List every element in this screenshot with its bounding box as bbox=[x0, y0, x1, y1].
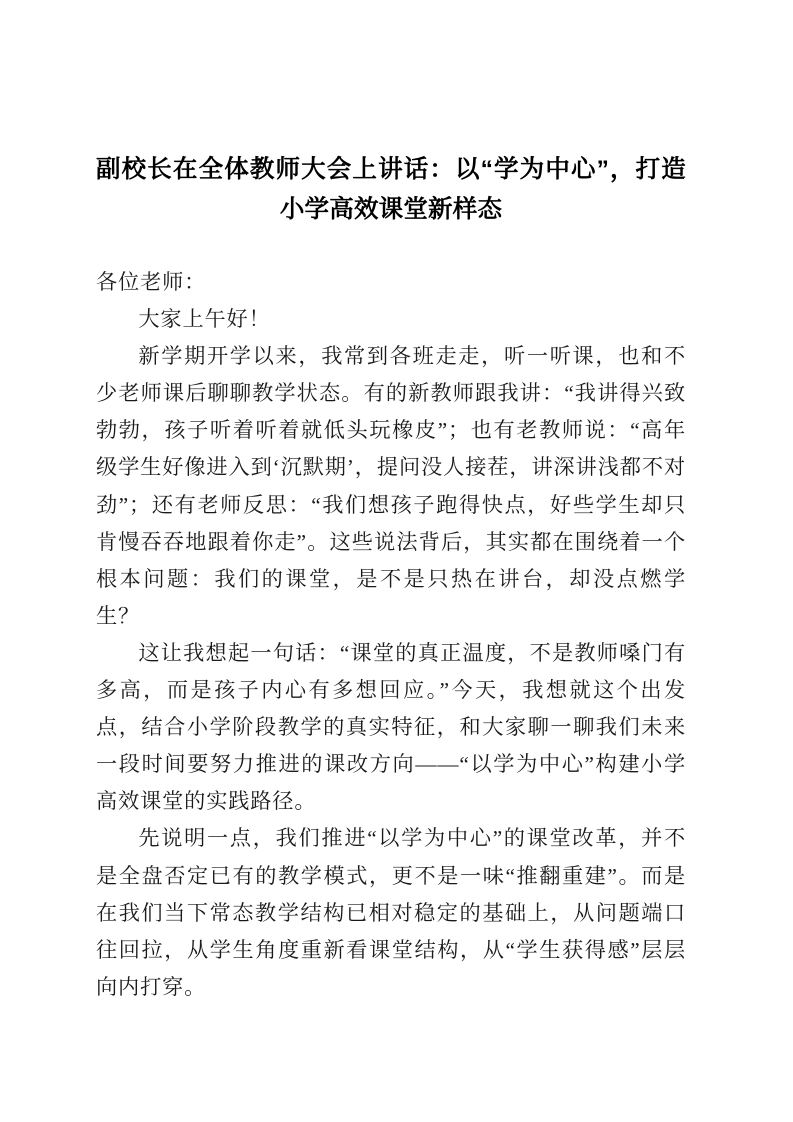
document-content bbox=[96, 0, 686, 1006]
document-body bbox=[96, 264, 686, 1006]
paragraph-classroom-observations: 新学期开学以来，我常到各班走走，听一听课，也和不少老师课后聊聊教学状态。有的新教师跟我讲：“我讲得兴致勃勃，孩子听着听着就低头玩橡皮”；也有老教师说：“高年级学生好像进入到‘沉默期’，提问没人接茬，讲深讲浅都不对劲”；还有老师反思：“我们想孩子跑得快点，好些学生却只肯慢吞吞地跟着你走”。这些说法背后，其实都在围绕着一个根本问题：我们的课堂，是不是只热在讲台，却没点燃学生？ bbox=[96, 344, 686, 628]
paragraph-classroom-temperature: 这让我想起一句话：“课堂的真正温度，不是教师嗓门有多高，而是孩子内心有多想回应。”今天，我想就这个出发点，结合小学阶段教学的真实特征，和大家聊一聊我们未来一段时间要努力推进的课改方向——“以学为中心”构建小学高效课堂的实践路径。 bbox=[96, 640, 686, 814]
paragraph-greeting: 大家上午好！ bbox=[138, 307, 271, 332]
title-line-1: 副校长在全体教师大会上讲话：以“学为中心”，打造 bbox=[96, 156, 686, 183]
paragraph-reform-clarification: 先说明一点，我们推进“以学为中心”的课堂改革，并不是全盘否定已有的教学模式，更不是一味“推翻重建”。而是在我们当下常态教学结构已相对稳定的基础上，从问题端口往回拉，从学生角度重新看课堂结构，从“学生获得感”层层向内打穿。 bbox=[96, 826, 686, 999]
page-title bbox=[96, 0, 686, 230]
salutation: 各位老师： bbox=[96, 270, 207, 294]
title-line-2: 小学高效课堂新样态 bbox=[279, 196, 503, 223]
